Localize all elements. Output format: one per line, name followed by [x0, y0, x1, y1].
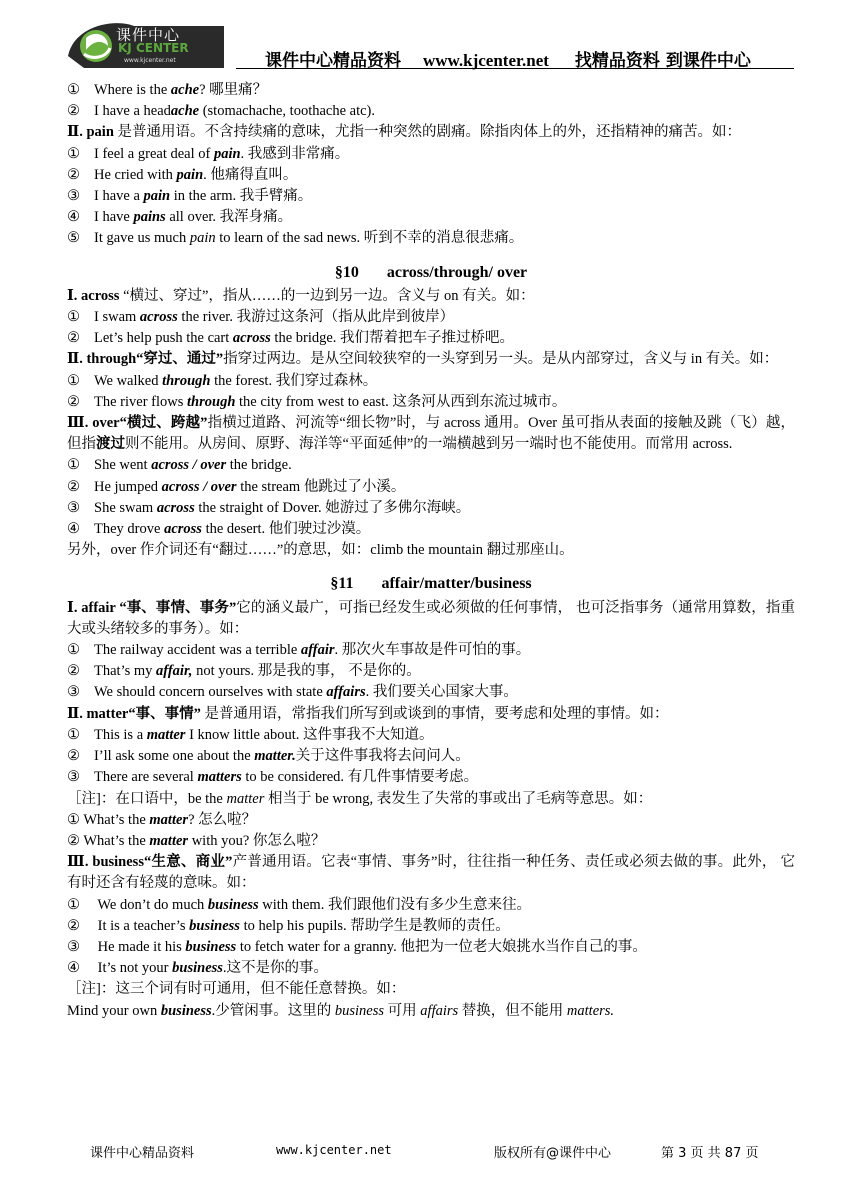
header-divider [236, 68, 794, 69]
slogan-3: 找精品资料 到课件中心 [574, 51, 751, 71]
list-item: ① We walked through the forest. 我们穿过森林。 [67, 372, 378, 389]
list-item: ④ I have pains all over. 我浑身痛。 [67, 209, 293, 226]
list-item: ② What’s the matter with you? 你怎么啦？ [67, 832, 326, 849]
list-item: ① We don’t do much business with them. 我们跟他们没有多少生意来往。 [67, 896, 531, 913]
section-heading-10: §10 across/through/ over [334, 263, 528, 281]
list-item: ④ It’s not your business.这不是你的事。 [67, 960, 329, 977]
list-item: ① I feel a great deal of pain. 我感到非常痛。 [67, 145, 350, 162]
paragraph-pain: Ⅱ. pain 是普通用语。不含持续痛的意味，尤指一种突然的剧痛。除指肉体上的外，还指精神的痛苦。如： [67, 124, 742, 141]
note-2: ［注]：这三个词有时可通用，但不能任意替换。如： [67, 981, 406, 998]
paragraph-through: Ⅱ. through“穿过、通过”指穿过两边。是从空间较狭窄的一头穿到另一头。是从内部穿过，含义与 in 有关。如： [67, 351, 779, 368]
list-item: ① I swam across the river. 我游过这条河（指从此岸到彼岸） [67, 309, 455, 326]
list-item: ① The railway accident was a terrible affair. 那次火车事故是件可怕的事。 [67, 642, 531, 659]
list-item: ③ I have a pain in the arm. 我手臂痛。 [67, 188, 313, 205]
list-item: ③ He made it his business to fetch water for a granny. 他把为一位老大娘挑水当作自己的事。 [67, 938, 647, 955]
list-item: ① What’s the matter? 怎么啦？ [67, 811, 257, 828]
page-header [0, 0, 860, 72]
list-item: ② He jumped across / over the stream 他跳过了小溪。 [67, 478, 406, 495]
list-item: ② The river flows through the city from west to east. 这条河从西到东流过城市。 [67, 393, 567, 410]
list-item: ① This is a matter I know little about. 这件事我不大知道。 [67, 726, 434, 743]
footer-left: 课件中心精品资料 [90, 1146, 195, 1161]
slogan-url[interactable]: www.kjcenter.net [423, 51, 549, 70]
paragraph-matter: Ⅱ. matter“事、事情” 是普通用语，常指我们所写到或谈到的事情，要考虑和处理的事情。如： [67, 705, 669, 722]
list-item: ③ There are several matters to be considered. 有几件事情要考虑。 [67, 769, 479, 786]
paragraph-affair: Ⅰ. affair “事、事情、事务”它的涵义最广，可指已经发生或必须做的任何事情， 也可泛指事务（通常用算数，指重大或头绪较多的事务）。如： [67, 599, 795, 637]
document-body [67, 80, 795, 1022]
section-heading-11: §11 affair/matter/business [330, 575, 532, 593]
list-item: ① She went across / over the bridge. [67, 457, 292, 474]
footer-rights: 版权所有@课件中心 [494, 1146, 612, 1161]
paragraph-extra: 另外，over 作介词还有“翻过……”的意思，如：climb the mountain 翻过那座山。 [67, 542, 574, 559]
list-item: ⑤ It gave us much pain to learn of the sad news. 听到不幸的消息很悲痛。 [67, 230, 524, 247]
list-item: ③ She swam across the straight of Dover. 她游过了多佛尔海峡。 [67, 499, 471, 516]
closing-example: Mind your own business.少管闲事。这里的 business 可用 affairs 替换，但不能用 matters. [67, 1002, 615, 1019]
list-item: ② He cried with pain. 他痛得直叫。 [67, 166, 298, 183]
list-item: ② That’s my affair, not yours. 那是我的事， 不是你的。 [67, 663, 421, 680]
logo-text: 课件中心 [116, 26, 181, 44]
list-item: ④ They drove across the desert. 他们驶过沙漠。 [67, 521, 371, 538]
list-item: ② Let’s help push the cart across the bridge. 我们帮着把车子推过桥吧。 [67, 330, 515, 347]
list-item: ③ We should concern ourselves with state affairs. 我们要关心国家大事。 [67, 684, 518, 701]
list-item: ① Where is the ache? 哪里痛？ [67, 82, 268, 98]
list-item: ② It is a teacher’s business to help his pupils. 帮助学生是教师的责任。 [67, 917, 510, 934]
list-item: ② I’ll ask some one about the matter.关于这件事我将去问问人。 [67, 748, 470, 765]
logo-kj: KJ CENTER [118, 41, 189, 55]
logo-url: www.kjcenter.net [124, 57, 176, 64]
slogan-1: 课件中心精品资料 [265, 51, 401, 71]
paragraph-over: Ⅲ. over“横过、跨越”指横过道路、河流等“细长物”时，与 across 通用。Over 虽可指从表面的接触及跳（飞）越，但指渡过则不能用。从房间、原野、海洋等“平面延伸”的一端横越到另一端时也不能使用。而常用 across. [67, 415, 796, 453]
note-1: ［注]：在口语中，be the matter 相当于 be wrong, 表发生了失常的事或出了毛病等意思。如： [67, 790, 653, 807]
footer-url[interactable]: www.kjcenter.net [276, 1143, 392, 1157]
paragraph-across: Ⅰ. across “横过、穿过”，指从……的一边到另一边。含义与 on 有关。如： [67, 287, 535, 304]
footer-page-number: 第 3 页 共 87 页 [661, 1146, 759, 1161]
list-item: ② I have a headache (stomachache, toothache atc). [67, 103, 376, 120]
paragraph-business: Ⅲ. business“生意、商业”产普通用语。它表“事情、事务”时，往往指一种任务、责任或必须去做的事。此外， 它有时还含有轻蔑的意味。如： [67, 854, 795, 892]
